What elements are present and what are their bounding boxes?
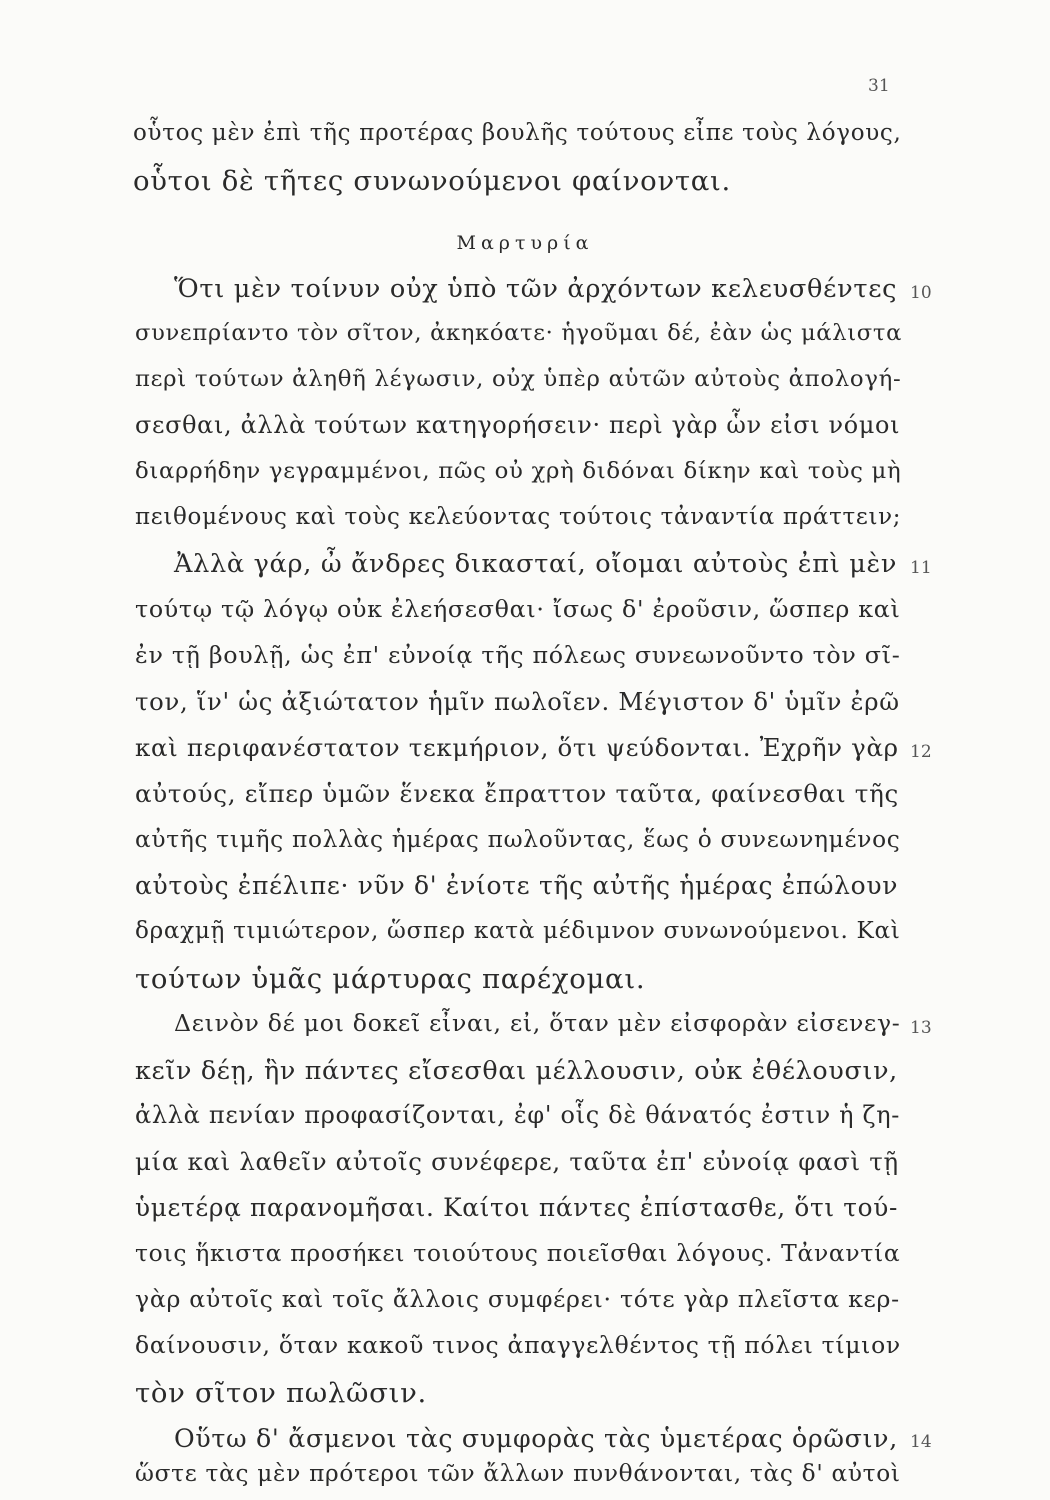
text-line: ὑμετέρᾳ παρανομῆσαι. Καίτοι πάντες ἐπίστασθε, ὅτι τού- (135, 1193, 899, 1222)
margin-number: 13 (910, 1018, 932, 1038)
text-line: δραχμῇ τιμιώτερον, ὥσπερ κατὰ μέδιμνον συνωνούμενοι. Καὶ (135, 918, 901, 944)
margin-number: 14 (910, 1432, 932, 1452)
text-line: αὐτούς, εἴπερ ὑμῶν ἕνεκα ἔπραττον ταῦτα, φαίνεσθαι τῆς (135, 779, 899, 808)
intro-line: οὗτος μὲν ἐπὶ τῆς προτέρας βουλῆς τούτους εἶπε τοὺς λόγους, (133, 120, 902, 146)
page-number: 31 (868, 76, 890, 96)
margin-number: 11 (910, 558, 932, 578)
text-line: τον, ἵν' ὡς ἀξιώτατον ἡμῖν πωλοῖεν. Μέγιστον δ' ὑμῖν ἐρῶ (135, 687, 900, 716)
text-line: σεσθαι, ἀλλὰ τούτων κατηγορήσειν· περὶ γὰρ ὧν εἰσι νόμοι (135, 411, 901, 439)
text-line: τούτων ὑμᾶς μάρτυρας παρέχομαι. (135, 963, 646, 995)
text-line: τὸν σῖτον πωλῶσιν. (135, 1377, 427, 1409)
text-line: κεῖν δέῃ, ἣν πάντες εἴσεσθαι μέλλουσιν, οὐκ ἐθέλουσιν, (135, 1055, 898, 1085)
text-line: Ἀλλὰ γάρ, ὦ ἄνδρες δικασταί, οἴομαι αὐτοὺς ἐπὶ μὲν (174, 549, 898, 579)
text-line: διαρρήδην γεγραμμένοι, πῶς οὐ χρὴ διδόναι δίκην καὶ τοὺς μὴ (135, 458, 902, 484)
text-line: Δεινὸν δέ μοι δοκεῖ εἶναι, εἰ, ὅταν μὲν εἰσφορὰν εἰσενεγ- (174, 1009, 901, 1037)
section-heading: Μαρτυρία (456, 232, 594, 254)
text-line: ἀλλὰ πενίαν προφασίζονται, ἐφ' οἷς δὲ θάνατός ἐστιν ἡ ζη- (135, 1101, 901, 1129)
text-line: συνεπρίαντο τὸν σῖτον, ἀκηκόατε· ἡγοῦμαι δέ, ἐὰν ὡς μάλιστα (135, 320, 903, 346)
text-line: δαίνουσιν, ὅταν κακοῦ τινος ἀπαγγελθέντος τῇ πόλει τίμιον (135, 1331, 901, 1359)
text-line: μία καὶ λαθεῖν αὐτοῖς συνέφερε, ταῦτα ἐπ' εὐνοίᾳ φασὶ τῇ (135, 1147, 899, 1176)
text-line: Οὕτω δ' ἄσμενοι τὰς συμφορὰς τὰς ὑμετέρας ὁρῶσιν, (174, 1424, 898, 1453)
text-line: περὶ τούτων ἀληθῆ λέγωσιν, οὐχ ὑπὲρ αὑτῶν αὐτοὺς ἀπολογή- (135, 366, 902, 392)
text-line: τοις ἥκιστα προσήκει τοιούτους ποιεῖσθαι λόγους. Τἀναντία (135, 1239, 901, 1267)
text-line: πειθομένους καὶ τοὺς κελεύοντας τούτοις τἀναντία πράττειν; (135, 504, 902, 530)
text-line: αὐτοὺς ἐπέλιπε· νῦν δ' ἐνίοτε τῆς αὐτῆς ἡμέρας ἐπώλουν (135, 871, 899, 900)
text-line: γὰρ αὐτοῖς καὶ τοῖς ἄλλοις συμφέρει· τότε γὰρ πλεῖστα κερ- (135, 1285, 900, 1313)
text-line: ἐν τῇ βουλῇ, ὡς ἐπ' εὐνοίᾳ τῆς πόλεως συνεωνοῦντο τὸν σῖ- (135, 641, 901, 669)
text-line: καὶ περιφανέστατον τεκμήριον, ὅτι ψεύδονται. Ἐχρῆν γὰρ (135, 733, 899, 762)
text-line: ὥστε τὰς μὲν πρότεροι τῶν ἄλλων πυνθάνονται, τὰς δ' αὐτοὶ (135, 1460, 901, 1487)
intro-line: οὗτοι δὲ τῆτες συνωνούμενοι φαίνονται. (133, 165, 731, 197)
text-line: Ὅτι μὲν τοίνυν οὐχ ὑπὸ τῶν ἀρχόντων κελευσθέντες (174, 274, 898, 304)
text-line: τούτῳ τῷ λόγῳ οὐκ ἐλεήσεσθαι· ἴσως δ' ἐροῦσιν, ὥσπερ καὶ (135, 595, 901, 623)
margin-number: 10 (910, 283, 932, 303)
margin-number: 12 (910, 742, 932, 762)
text-line: αὐτῆς τιμῆς πολλὰς ἡμέρας πωλοῦντας, ἕως ὁ συνεωνημένος (135, 826, 901, 853)
